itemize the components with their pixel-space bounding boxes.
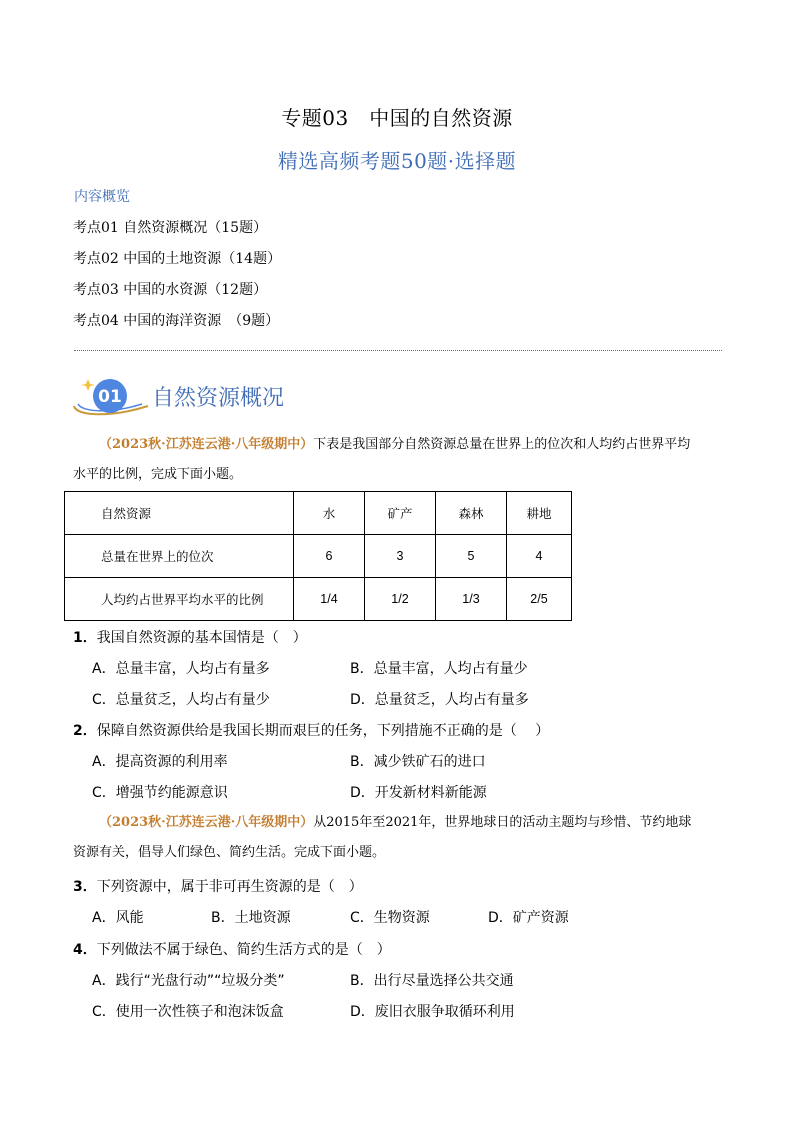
page-title: 专题03 中国的自然资源 — [281, 106, 513, 130]
table-cell: 2/5 — [507, 578, 572, 621]
passage-source: （2023秋·江苏连云港·八年级期中） — [99, 437, 314, 452]
passage-text: 下表是我国部分自然资源总量在世界上的位次和人均约占世界平均 — [313, 437, 691, 452]
table-header-cell: 水 — [294, 492, 365, 535]
table-header-cell: 耕地 — [507, 492, 572, 535]
question-2 — [73, 720, 549, 740]
star-icon — [81, 379, 95, 391]
table-cell: 4 — [507, 535, 572, 578]
divider — [74, 350, 722, 351]
table-cell: 总量在世界上的位次 — [65, 535, 294, 578]
section-title: 自然资源概况 — [152, 386, 285, 411]
topic-item: 考点01 自然资源概况（15题） — [73, 220, 268, 236]
question-number: 1． — [73, 630, 97, 646]
overview-label: 内容概览 — [74, 189, 130, 205]
table-cell: 6 — [294, 535, 365, 578]
badge-number: 01 — [98, 387, 122, 407]
question-text: 下列做法不属于绿色、简约生活方式的是（ ） — [96, 942, 391, 958]
option-d[interactable]: D．开发新材料新能源 — [350, 785, 487, 801]
passage-text: 资源有关，倡导人们绿色、简约生活。完成下面小题。 — [73, 845, 386, 860]
passage-intro — [73, 430, 723, 490]
table-cell: 1/3 — [436, 578, 507, 621]
option-b[interactable]: B．减少铁矿石的进口 — [350, 754, 486, 770]
table-header-cell: 森林 — [436, 492, 507, 535]
table-cell: 1/4 — [294, 578, 365, 621]
table-row — [65, 578, 572, 621]
table-header-cell: 自然资源 — [65, 492, 294, 535]
badge-swoosh-icon — [70, 376, 150, 418]
passage-intro — [73, 808, 723, 868]
question-number: 2． — [73, 723, 97, 739]
section-badge — [70, 376, 150, 418]
passage-text: 从2015年至2021年，世界地球日的活动主题均与珍惜、节约地球 — [313, 815, 692, 830]
option-b[interactable]: B．总量丰富，人均占有量少 — [350, 661, 528, 677]
question-number: 4． — [73, 942, 97, 958]
question-number: 3． — [73, 879, 97, 895]
table-cell: 3 — [365, 535, 436, 578]
table-cell: 5 — [436, 535, 507, 578]
topic-item: 考点02 中国的土地资源（14题） — [73, 251, 282, 267]
question-4 — [73, 939, 391, 959]
option-d[interactable]: D．总量贫乏，人均占有量多 — [350, 692, 529, 708]
option-d[interactable]: D．废旧衣服争取循环利用 — [350, 1004, 515, 1020]
page-subtitle: 精选高频考题50题·选择题 — [277, 149, 517, 173]
question-text: 保障自然资源供给是我国长期而艰巨的任务，下列措施不正确的是（ ） — [96, 723, 550, 739]
topic-item: 考点03 中国的水资源（12题） — [73, 282, 268, 298]
table-cell: 1/2 — [365, 578, 436, 621]
question-text: 下列资源中，属于非可再生资源的是（ ） — [96, 879, 363, 895]
option-c[interactable]: C．使用一次性筷子和泡沫饭盒 — [92, 1004, 284, 1020]
option-c[interactable]: C．总量贫乏，人均占有量少 — [92, 692, 270, 708]
option-a[interactable]: A．风能 — [92, 910, 144, 926]
option-b[interactable]: B．出行尽量选择公共交通 — [350, 973, 514, 989]
option-c[interactable]: C．增强节约能源意识 — [92, 785, 228, 801]
question-1 — [73, 627, 307, 647]
resource-table — [64, 491, 572, 621]
option-a[interactable]: A．总量丰富，人均占有量多 — [92, 661, 270, 677]
question-3 — [73, 876, 363, 896]
option-a[interactable]: A．践行“光盘行动”“垃圾分类” — [92, 973, 285, 989]
passage-text: 水平的比例，完成下面小题。 — [73, 467, 243, 482]
table-cell: 人均约占世界平均水平的比例 — [65, 578, 294, 621]
table-row — [65, 535, 572, 578]
table-header-cell: 矿产 — [365, 492, 436, 535]
option-a[interactable]: A．提高资源的利用率 — [92, 754, 228, 770]
table-header-row — [65, 492, 572, 535]
option-d[interactable]: D．矿产资源 — [488, 910, 569, 926]
topic-item: 考点04 中国的海洋资源 （9题） — [73, 313, 280, 329]
question-text: 我国自然资源的基本国情是（ ） — [96, 630, 307, 646]
passage-source: （2023秋·江苏连云港·八年级期中） — [99, 815, 314, 830]
option-c[interactable]: C．生物资源 — [350, 910, 430, 926]
option-b[interactable]: B．土地资源 — [211, 910, 291, 926]
